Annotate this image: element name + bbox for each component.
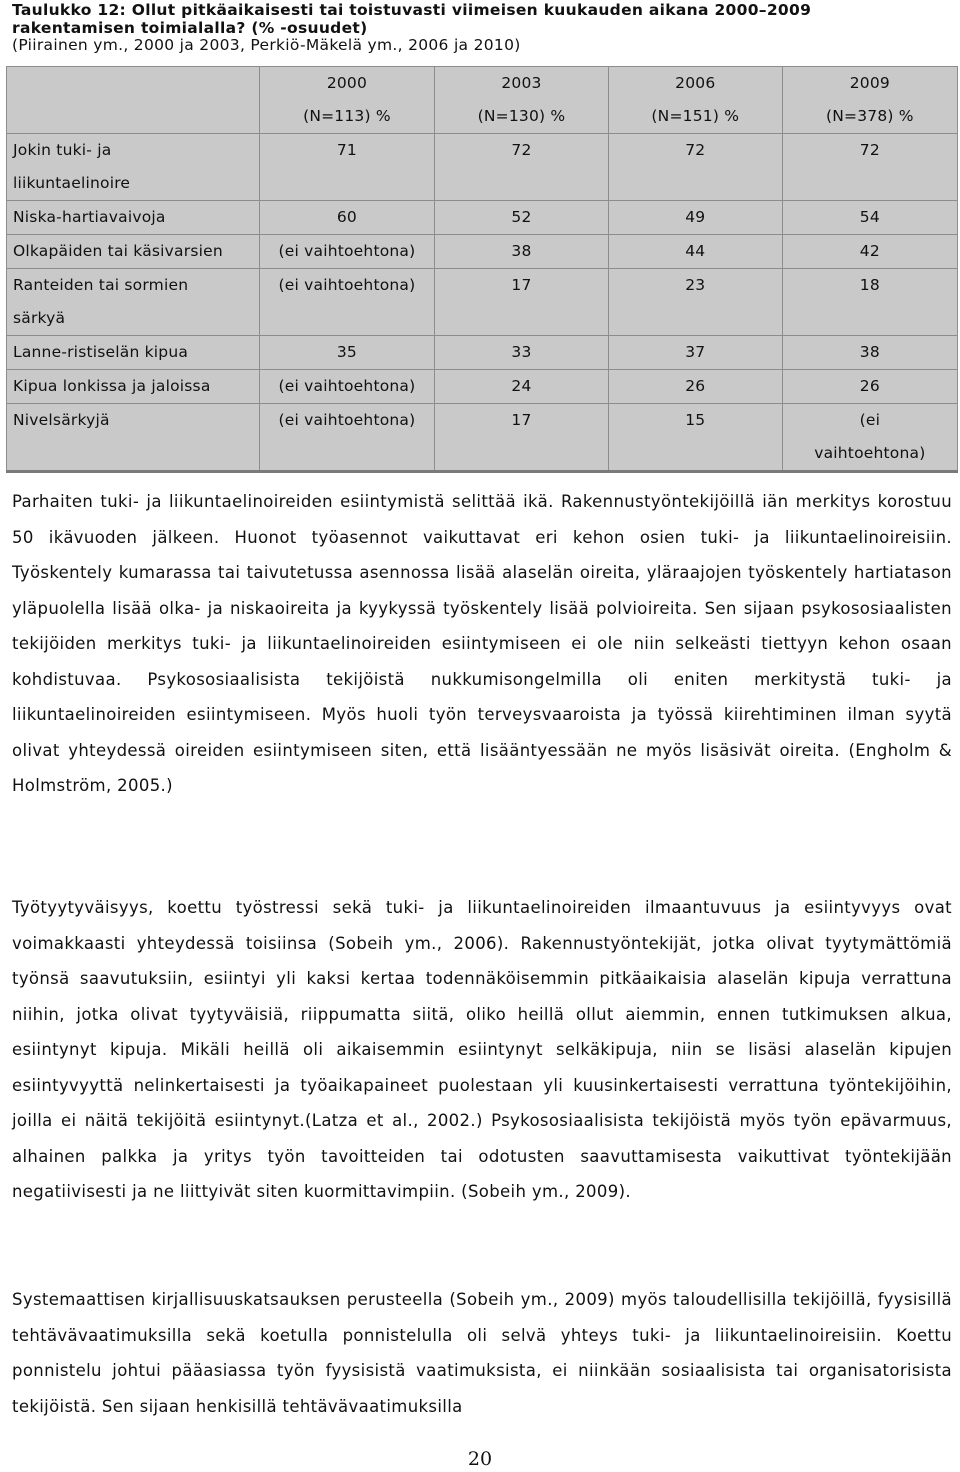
row-label-line: liikuntaelinoire: [13, 174, 131, 192]
row-label-line: Jokin tuki- ja: [13, 141, 112, 159]
row-label: Kipua lonkissa ja jaloissa: [7, 370, 260, 404]
cell-2009: 54: [782, 201, 957, 235]
table-header-row: [7, 67, 958, 134]
cell-2009: 18: [782, 269, 957, 336]
cell-2003: 17: [435, 269, 609, 336]
cell-2006: 37: [608, 336, 782, 370]
cell-2009: 26: [782, 370, 957, 404]
paragraph-1: Parhaiten tuki- ja liikuntaelinoireiden esiintymistä selittää ikä. Rakennustyöntekijöillä iän merkitys korostuu 50 ikävuoden jälkeen. Huonot työasennot vaikuttavat eri kehon osien tuki- ja liikuntaelinoireisiin. Työskentely kumarassa tai taivutetussa asennossa lisää alaselän oireita, yläraajojen työskentely hartiatason yläpuolella lisää olka- ja niskaoireita ja kyykyssä työskentely lisää polvioireita. Sen sijaan psykososiaalisten tekijöiden merkitys tuki- ja liikuntaelinoireiden esiintymiseen ei ole niin selkeästi tiettyyn kehon osaan kohdistuvaa. Psykososiaalisista tekijöistä nukkumisongelmilla oli eniten merkitystä tuki- ja liikuntaelinoireiden esiintymiseen. Myös huoli työn terveysvaaroista ja työssä kiirehtiminen ilman syytä olivat yhteydessä oireiden esiintymiseen siten, että lisääntyessään ne myös lisäsivät oireita. (Engholm & Holmström, 2005.): [12, 492, 952, 795]
page-number: 20: [467, 1448, 493, 1470]
symptoms-table: [6, 66, 958, 473]
header-year-2006: [608, 67, 782, 134]
table-row: [7, 336, 958, 370]
cell-2009: [782, 404, 957, 472]
cell-2003: 33: [435, 336, 609, 370]
table-caption: [12, 2, 952, 55]
cell-2006: 26: [608, 370, 782, 404]
cell-2006: 15: [608, 404, 782, 472]
cell-2003: 24: [435, 370, 609, 404]
paragraph-3: Systemaattisen kirjallisuuskatsauksen perusteella (Sobeih ym., 2009) myös taloudellisilla tekijöillä, fyysisillä tehtävävaatimuksilla sekä koetulla ponnistelulla oli selvä yhteys tuki- ja liikuntaelinoireisiin. Koettu ponnistelu johtui pääasiassa työn fyysisistä vaatimuksista, ei niinkään sosiaalisista tai organisatorisista tekijöistä. Sen sijaan henkisillä tehtävävaatimuksilla: [12, 1290, 952, 1416]
caption-line-1: Taulukko 12: Ollut pitkäaikaisesti tai toistuvasti viimeisen kuukauden aikana 2000–2009: [12, 1, 812, 19]
n-label: (N=113) %: [303, 107, 391, 125]
cell-line: (ei: [859, 411, 881, 429]
year-label: 2006: [675, 74, 716, 92]
cell-2003: 72: [435, 134, 609, 201]
cell-2006: 72: [608, 134, 782, 201]
table-row: [7, 370, 958, 404]
cell-2000: 71: [259, 134, 434, 201]
cell-2006: 49: [608, 201, 782, 235]
table-row: [7, 404, 958, 472]
year-label: 2000: [326, 74, 368, 92]
row-label: Niska-hartiavaivoja: [7, 201, 260, 235]
cell-2009: 42: [782, 235, 957, 269]
year-label: 2003: [501, 74, 542, 92]
row-label: Olkapäiden tai käsivarsien: [7, 235, 260, 269]
cell-2000: 60: [259, 201, 434, 235]
row-label: [7, 134, 260, 201]
cell-2000: (ei vaihtoehtona): [259, 404, 434, 472]
n-label: (N=130) %: [477, 107, 566, 125]
caption-source: (Piirainen ym., 2000 ja 2003, Perkiö-Mäkelä ym., 2006 ja 2010): [12, 36, 521, 54]
cell-2006: 23: [608, 269, 782, 336]
cell-2009: 38: [782, 336, 957, 370]
n-label: (N=151) %: [651, 107, 740, 125]
cell-2000: 35: [259, 336, 434, 370]
row-label-line: Ranteiden tai sormien: [13, 276, 189, 294]
cell-2000: (ei vaihtoehtona): [259, 370, 434, 404]
header-blank-cell: [7, 67, 260, 134]
cell-2003: 52: [435, 201, 609, 235]
year-label: 2009: [849, 74, 890, 92]
cell-2003: 38: [435, 235, 609, 269]
header-year-2000: [259, 67, 434, 134]
n-label: (N=378) %: [825, 107, 914, 125]
row-label: [7, 269, 260, 336]
row-label-line: särkyä: [13, 309, 66, 327]
row-label: Lanne-ristiselän kipua: [7, 336, 260, 370]
cell-2000: (ei vaihtoehtona): [259, 235, 434, 269]
cell-2009: 72: [782, 134, 957, 201]
paragraph-2: Työtyytyväisyys, koettu työstressi sekä tuki- ja liikuntaelinoireiden ilmaantuvuus ja esiintyvyys ovat voimakkaasti yhteydessä toisiinsa (Sobeih ym., 2006). Rakennustyöntekijät, jotka olivat tyytymättömiä työnsä saavutuksiin, esiintyi yli kaksi kertaa todennäköisemmin pitkäaikaisia alaselän kipuja verrattuna niihin, jotka olivat tyytyväisiä, riippumatta siitä, oliko heillä ollut aiemmin, ennen tutkimuksen alkua, esiintynyt kipuja. Mikäli heillä oli aikaisemmin esiintynyt selkäkipuja, niin se lisäsi alaselän kipujen esiintyvyyttä nelinkertaisesti ja työaikapaineet puolestaan yli kuusinkertaisesti verrattuna työntekijöihin, joilla ei näitä tekijöitä esiintynyt.(Latza et al., 2002.) Psykososiaalisista tekijöistä myös työn epävarmuus, alhainen palkka ja yritys työn tavoitteiden tai odotusten saavuttamisesta vaikuttivat työntekijään negatiivisesti ja ne liittyivät siten kuormittavimpiin. (Sobeih ym., 2009).: [12, 898, 952, 1201]
header-year-2003: [435, 67, 609, 134]
table-row: [7, 201, 958, 235]
table-row: [7, 235, 958, 269]
table-row: [7, 134, 958, 201]
header-year-2009: [782, 67, 957, 134]
cell-2006: 44: [608, 235, 782, 269]
cell-2003: 17: [435, 404, 609, 472]
caption-line-2: rakentamisen toimialalla? (% -osuudet): [12, 18, 368, 37]
cell-line: vaihtoehtona): [814, 444, 926, 462]
cell-2000: (ei vaihtoehtona): [259, 269, 434, 336]
row-label: Nivelsärkyjä: [7, 404, 260, 472]
table-row: [7, 269, 958, 336]
